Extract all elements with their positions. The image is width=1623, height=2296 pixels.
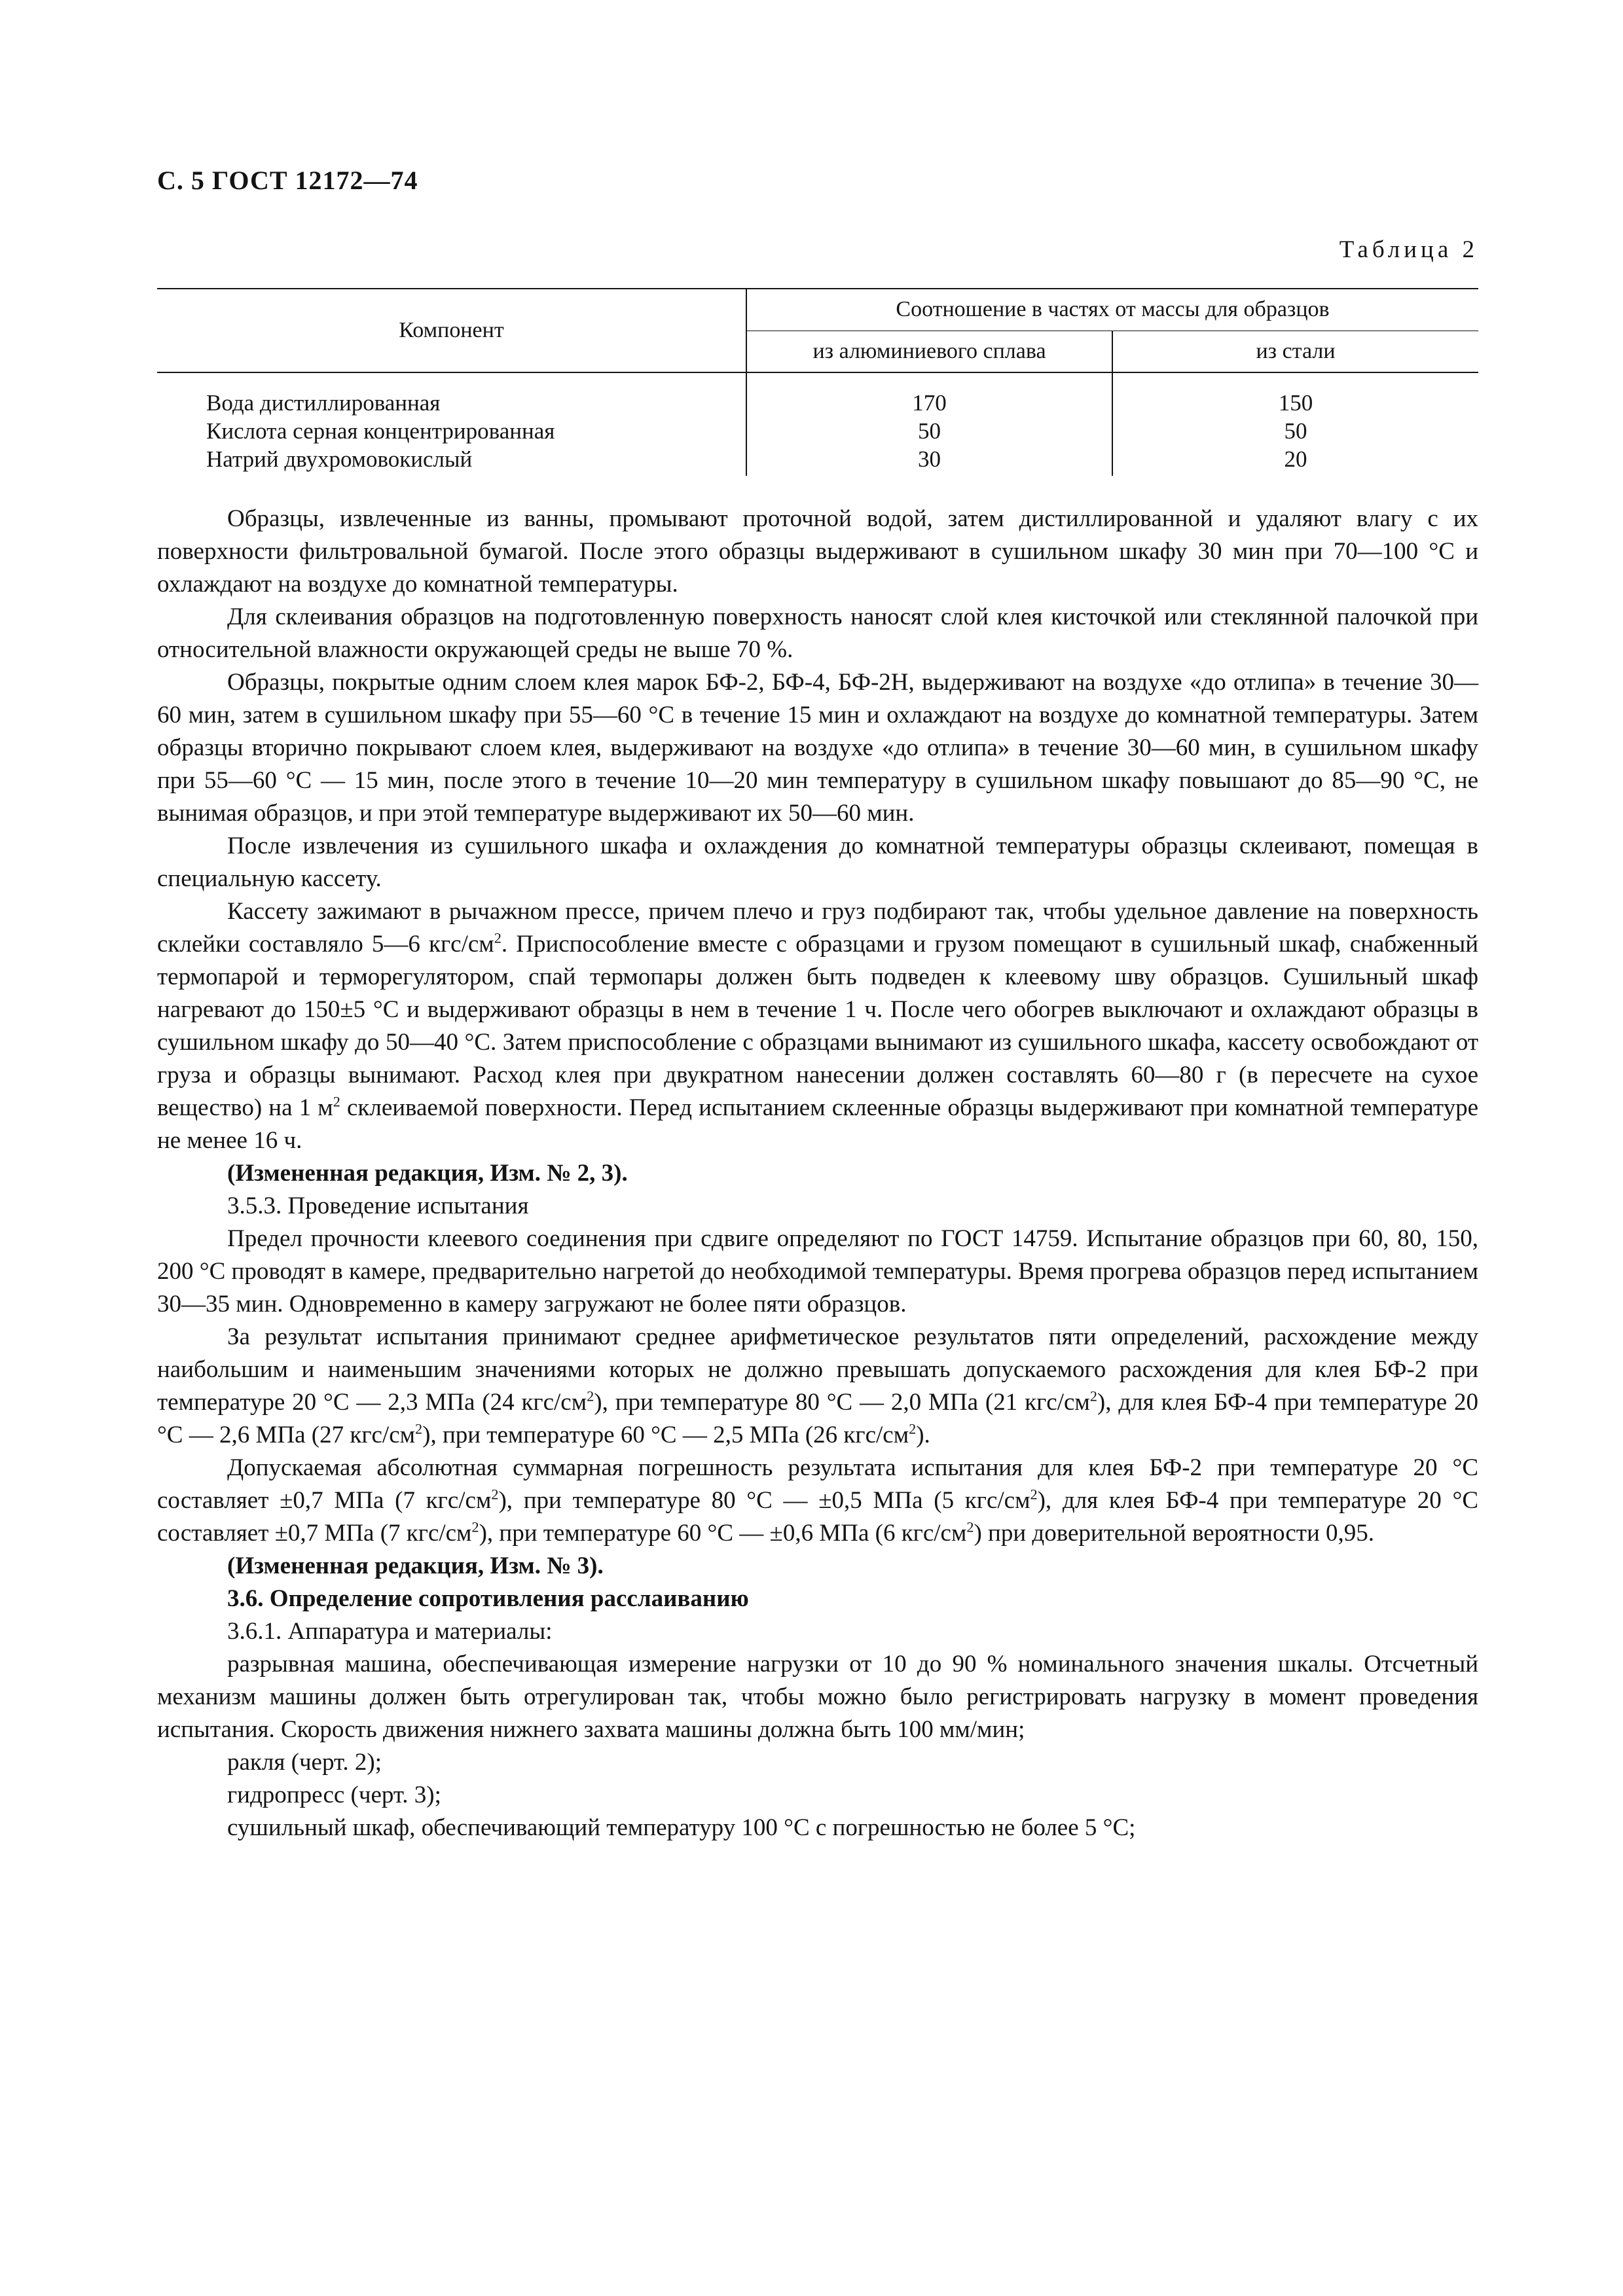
alloy-value: 30 (746, 445, 1112, 476)
steel-value: 50 (1112, 417, 1478, 445)
table-row (157, 417, 1478, 445)
list-item: сушильный шкаф, обеспечивающий температуру 100 °С с погрешностью не более 5 °С; (227, 1814, 1136, 1841)
paragraph-rinsing: Образцы, извлеченные из ванны, промывают проточной водой, затем дистиллированной и удаляют влагу с их поверхности фильтровальной бумагой. После этого образцы выдерживают в сушильном шкафу 30 мин при 70—100 °С и охлаждают на воздухе до комнатной температуры. (157, 505, 1478, 598)
steel-value: 150 (1112, 372, 1478, 417)
alloy-value: 170 (746, 372, 1112, 417)
component-name: Вода дистиллированная (206, 390, 441, 416)
paragraph-error: Допускаемая абсолютная суммарная погрешность результата испытания для клея БФ-2 при температуре 20 °С составляет ±0,7 МПа (7 кгс/$см^2$), при температуре 80 °С — ±0,5 МПа (5 кгс/$см^2$), для клея БФ-4 при температуре 20 °С составляет ±0,7 МПа (7 кгс/$см^2$), при температуре 60 °С — ±0,6 МПа (6 кгс/$см^2$) при доверительной вероятности 0,95. (157, 1454, 1479, 1547)
table-row (157, 445, 1478, 476)
page-header: С. 5 ГОСТ 12172—74 (157, 166, 418, 195)
column-header-component: Компонент (157, 289, 746, 372)
paragraph-tensile-machine: разрывная машина, обеспечивающая измерение нагрузки от 10 до 90 % номинального значения шкалы. Отсчетный механизм машины должен быть отрегулирован так, чтобы можно было регистрировать нагрузку в момент проведения испытания. Скорость движения нижнего захвата машины должна быть 100 мм/мин; (157, 1651, 1478, 1743)
alloy-value: 50 (746, 417, 1112, 445)
paragraph-cassette: Кассету зажимают в рычажном прессе, причем плечо и груз подбирают так, чтобы удельное давление на поверхность склейки составляло 5—6 кгс/$см^2$. Приспособление вместе с образцами и грузом помещают в сушильный шкаф, снабженный термопарой и терморегулятором, спай термопары должен быть подведен к клеевому шву образцов. Сушильный шкаф нагревают до 150±5 °С и выдерживают образцы в нем в течение 1 ч. После чего обогрев выключают и охлаждают образцы в сушильном шкафу до 50—40 °С. Затем приспособление с образцами вынимают из сушильного шкафа, кассету освобождают от груза и образцы вынимают. Расход клея при двукратном нанесении должен составлять 60—80 г (в пересчете на сухое вещество) на 1 $м^2$ склеиваемой поверхности. Перед испытанием склеенные образцы выдерживают при комнатной температуре не менее 16 ч. (157, 898, 1479, 1154)
list-item: ракля (черт. 2); (227, 1749, 382, 1776)
section-heading-3-6-1: 3.6.1. Аппаратура и материалы: (227, 1618, 553, 1645)
column-header-steel: из стали (1112, 331, 1478, 372)
paragraph-drying: Образцы, покрытые одним слоем клея марок БФ-2, БФ-4, БФ-2Н, выдерживают на воздухе «до отлипа» в течение 30—60 мин, затем в сушильном шкафу при 55—60 °С в течение 15 мин и охлаждают на воздухе до комнатной температуры. Затем образцы вторично покрывают слоем клея, выдерживают на воздухе «до отлипа» в течение 30—60 мин, в сушильном шкафу при 55—60 °С — 15 мин, после этого в течение 10—20 мин температуру в сушильном шкафу повышают до 85—90 °С, не вынимая образцов, и при этой температуре выдерживают их 50—60 мин. (157, 669, 1478, 827)
components-table (157, 288, 1478, 476)
section-heading-3-5-3: 3.5.3. Проведение испытания (227, 1193, 529, 1219)
table-row (157, 372, 1478, 417)
component-name: Кислота серная концентрированная (206, 418, 555, 444)
component-name: Натрий двухромовокислый (206, 446, 473, 472)
revision-note: (Измененная редакция, Изм. № 3). (227, 1552, 604, 1579)
list-item: гидропресс (черт. 3); (227, 1782, 441, 1808)
section-heading-3-6: 3.6. Определение сопротивления расслаиванию (227, 1585, 749, 1612)
table-caption: Таблица 2 (1339, 236, 1478, 263)
paragraph-test-result: За результат испытания принимают среднее арифметическое результатов пяти определений, расхождение между наибольшим и наименьшим значениями которых не должно превышать допускаемого расхождения для клея БФ-2 при температуре 20 °С — 2,3 МПа (24 кгс/$см^2$), при температуре 80 °С — 2,0 МПа (21 кгс/$см^2$), для клея БФ-4 при температуре 20 °С — 2,6 МПа (27 кгс/$см^2$), при температуре 60 °С — 2,5 МПа (26 кгс/$см^2$). (157, 1323, 1479, 1448)
paragraph-shear-test: Предел прочности клеевого соединения при сдвиге определяют по ГОСТ 14759. Испытание образцов при 60, 80, 150, 200 °С проводят в камере, предварительно нагретой до необходимой температуры. Время прогрева образцов перед испытанием 30—35 мин. Одновременно в камеру загружают не более пяти образцов. (157, 1225, 1478, 1318)
body-text (157, 503, 1478, 1844)
column-header-alloy: из алюминиевого сплава (746, 331, 1112, 372)
revision-note: (Измененная редакция, Изм. № 2, 3). (227, 1160, 628, 1187)
steel-value: 20 (1112, 445, 1478, 476)
paragraph-glue-application: Для склеивания образцов на подготовленную поверхность наносят слой клея кисточкой или стеклянной палочкой при относительной влажности окружающей среды не выше 70 %. (157, 603, 1478, 663)
column-header-ratio: Соотношение в частях от массы для образцов (746, 289, 1478, 331)
paragraph-gluing: После извлечения из сушильного шкафа и охлаждения до комнатной температуры образцы склеивают, помещая в специальную кассету. (157, 833, 1478, 892)
